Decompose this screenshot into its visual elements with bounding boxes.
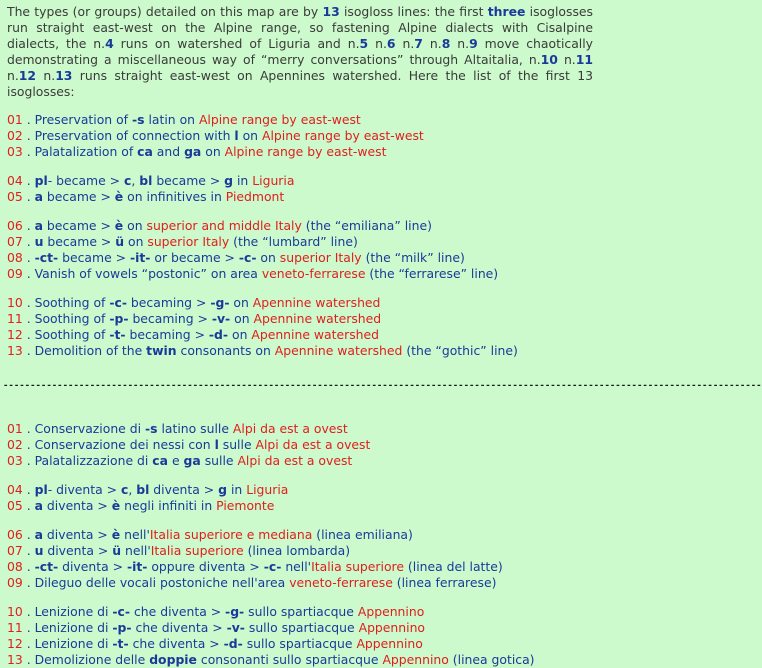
bold-term: -g- (210, 295, 230, 310)
region-text: veneto-ferrarese (289, 575, 393, 590)
text-segment: Preservation of connection with (34, 128, 235, 143)
item-number: 11 (7, 311, 23, 326)
text-segment: in (227, 482, 247, 497)
text-segment: nell' (121, 543, 151, 558)
bold-term: è (111, 498, 121, 513)
item-number: 06 (7, 218, 23, 233)
bold-term: -g- (225, 604, 245, 619)
item-dot: . (22, 343, 35, 358)
intro-paragraph (7, 4, 593, 100)
item-dot: . (22, 498, 35, 513)
text-segment: on infinitives in (123, 189, 226, 204)
bold-term: doppie (149, 652, 197, 667)
bold-term: -ct- (34, 559, 59, 574)
text-segment: Vanish of vowels “postonic” on area (34, 266, 262, 281)
text-segment: on (230, 311, 254, 326)
item-dot: . (22, 266, 35, 281)
bold-term: 12 (18, 68, 37, 83)
italian-list (7, 421, 593, 668)
text-segment: n. (36, 68, 56, 83)
item-number: 11 (7, 620, 23, 635)
item-number: 10 (7, 295, 23, 310)
region-text: Appennino (356, 636, 423, 651)
text-segment: Dileguo delle vocali postoniche nell'area (34, 575, 290, 590)
text-segment: n. (368, 36, 387, 51)
text-segment: (the “lumbard” line) (229, 234, 358, 249)
region-text: Apennine watershed (252, 295, 381, 310)
item-dot: . (22, 218, 35, 233)
text-segment: in (233, 173, 253, 188)
text-segment: - diventa > (47, 482, 121, 497)
bold-term: 10 (540, 52, 558, 67)
text-segment: Demolizione delle (34, 652, 150, 667)
bold-term: è (114, 189, 124, 204)
isogloss-item (7, 652, 593, 668)
bold-term: u (34, 543, 44, 558)
item-number: 06 (7, 527, 23, 542)
item-dot: . (22, 311, 35, 326)
region-text: Alpi da est a ovest (232, 421, 348, 436)
item-number: 05 (7, 189, 23, 204)
text-segment: became > (152, 173, 225, 188)
item-number: 07 (7, 234, 23, 249)
text-segment: becaming > (126, 295, 211, 310)
text-segment: (linea lombarda) (243, 543, 351, 558)
item-dot: . (22, 437, 35, 452)
region-text: Alpi da est a ovest (237, 453, 353, 468)
isogloss-group (7, 421, 593, 469)
item-dot: . (22, 527, 35, 542)
text-segment: on (124, 234, 148, 249)
text-segment: Palatalization of (34, 144, 138, 159)
text-segment: (linea ferrarese) (392, 575, 497, 590)
item-dot: . (22, 421, 35, 436)
item-dot: . (22, 144, 35, 159)
item-number: 09 (7, 266, 23, 281)
text-segment: becaming > (125, 327, 209, 342)
bold-term: a (34, 498, 43, 513)
region-text: Appennino (358, 620, 426, 635)
text-segment: n. (395, 36, 415, 51)
isogloss-item (7, 295, 593, 311)
isogloss-item (7, 421, 593, 437)
bold-term: 8 (441, 36, 451, 51)
region-text: superior Italy (279, 250, 362, 265)
text-segment: or became > (150, 250, 239, 265)
isogloss-group (7, 527, 593, 591)
item-dot: . (22, 128, 35, 143)
text-segment: diventa > (42, 498, 112, 513)
text-segment: isoglosses run straight east-west on the Alpine range, so fastening Alpine dialects with Cisalpine dialects, the n. (7, 4, 594, 51)
region-text: Italia superiore (311, 559, 404, 574)
bold-term: u (34, 234, 44, 249)
region-text: Alpine range by east-west (198, 112, 361, 127)
isogloss-item (7, 173, 593, 189)
region-text: Appennino (357, 604, 425, 619)
isogloss-item (7, 266, 593, 282)
region-text: Piemonte (216, 498, 275, 513)
text-segment: latino sulle (157, 421, 233, 436)
text-segment: (linea gotica) (448, 652, 535, 667)
isogloss-item (7, 575, 593, 591)
item-number: 08 (7, 250, 23, 265)
bold-term: 9 (469, 36, 478, 51)
item-number: 01 (7, 421, 23, 436)
text-segment: sulle (200, 453, 238, 468)
text-segment: sulle (218, 437, 256, 452)
text-segment: Conservazione dei nessi con (34, 437, 215, 452)
text-segment: sullo spartiacque (242, 636, 357, 651)
item-dot: . (22, 482, 35, 497)
separator-line: -------------------------------------------------------------------------------------------------------------------------------------------- (3, 381, 762, 391)
region-text: superior and middle Italy (146, 218, 302, 233)
isogloss-group (7, 173, 593, 205)
text-segment: sullo spartiacque (244, 604, 358, 619)
item-number: 13 (7, 343, 23, 358)
bold-term: -t- (112, 636, 129, 651)
text-segment: - became > (47, 173, 124, 188)
bold-term: -s (144, 421, 158, 436)
bold-term: ü (112, 543, 122, 558)
bold-term: bl (136, 482, 150, 497)
text-segment: (linea emiliana) (312, 527, 413, 542)
bold-term: 11 (575, 52, 593, 67)
text-segment: move chaotically demonstrating a miscellaneous way of “merry conversations” through Altaitalia, n. (7, 36, 594, 67)
text-segment: (the “gothic” line) (402, 343, 518, 358)
text-segment: became > (58, 250, 130, 265)
item-number: 02 (7, 128, 23, 143)
region-text: Alpine range by east-west (261, 128, 424, 143)
text-segment: on (123, 218, 147, 233)
isogloss-item (7, 218, 593, 234)
bold-term: -c- (109, 295, 127, 310)
isogloss-item (7, 543, 593, 559)
region-text: Liguria (252, 173, 295, 188)
text-segment: diventa > (58, 559, 127, 574)
bold-term: pl (34, 482, 48, 497)
isogloss-item (7, 343, 593, 359)
bold-term: g (224, 173, 234, 188)
isogloss-item (7, 620, 593, 636)
bold-term: 4 (105, 36, 114, 51)
isogloss-group (7, 218, 593, 282)
item-number: 03 (7, 453, 23, 468)
item-dot: . (22, 112, 35, 127)
text-segment: consonanti sullo spartiacque (196, 652, 383, 667)
region-text: Liguria (246, 482, 289, 497)
isogloss-item (7, 636, 593, 652)
item-dot: . (22, 559, 35, 574)
item-number: 02 (7, 437, 23, 452)
isogloss-item (7, 234, 593, 250)
region-text: veneto-ferrarese (261, 266, 366, 281)
isogloss-item (7, 189, 593, 205)
bold-term: l (214, 437, 219, 452)
bold-term: a (34, 218, 43, 233)
text-segment: n. (7, 68, 19, 83)
isogloss-item (7, 250, 593, 266)
text-segment: Palatalizzazione di (34, 453, 153, 468)
bold-term: g (218, 482, 227, 497)
isogloss-item (7, 527, 593, 543)
text-segment: isogloss lines: the first (339, 4, 488, 19)
bold-term: twin (146, 343, 177, 358)
text-segment: nell' (281, 559, 312, 574)
text-segment: Soothing of (34, 311, 110, 326)
text-segment: diventa > (43, 543, 113, 558)
region-text: Apennine watershed (251, 327, 379, 342)
bold-term: a (34, 527, 43, 542)
bold-term: -c- (238, 250, 257, 265)
item-dot: . (22, 620, 35, 635)
text-segment: latin on (144, 112, 199, 127)
bold-term: 13 (322, 4, 340, 19)
region-text: superior Italy (147, 234, 230, 249)
bold-term: è (114, 218, 124, 233)
bold-term: -p- (109, 311, 129, 326)
bold-term: bl (139, 173, 153, 188)
text-segment: (the “emiliana” line) (301, 218, 432, 233)
item-number: 12 (7, 327, 23, 342)
bold-term: -s (131, 112, 145, 127)
bold-term: ca (137, 144, 153, 159)
text-segment: Soothing of (34, 327, 110, 342)
bold-term: ga (184, 144, 202, 159)
item-dot: . (22, 173, 35, 188)
text-segment: , (128, 482, 137, 497)
text-segment: Conservazione di (34, 421, 145, 436)
isogloss-item (7, 112, 593, 128)
text-segment: e (168, 453, 184, 468)
bold-term: l (234, 128, 239, 143)
item-dot: . (22, 453, 35, 468)
text-segment: Demolition of the (34, 343, 147, 358)
text-segment: runs straight east-west on Apennines watershed. Here the list of the first 13 isoglosses: (7, 68, 593, 99)
bold-term: è (111, 527, 121, 542)
item-number: 12 (7, 636, 23, 651)
region-text: Alpi da est a ovest (255, 437, 371, 452)
bold-term: 7 (414, 36, 423, 51)
text-segment: che diventa > (130, 604, 226, 619)
region-text: Italia superiore e mediana (149, 527, 313, 542)
text-segment: (the “ferrarese” line) (365, 266, 499, 281)
text-segment: che diventa > (131, 620, 227, 635)
bold-term: ga (183, 453, 201, 468)
item-number: 03 (7, 144, 23, 159)
isogloss-item (7, 437, 593, 453)
isogloss-group (7, 295, 593, 359)
item-dot: . (22, 543, 35, 558)
text-segment: diventa > (149, 482, 219, 497)
region-text: Appennino (382, 652, 449, 667)
item-number: 09 (7, 575, 23, 590)
isogloss-item (7, 498, 593, 514)
text-segment: n. (450, 36, 470, 51)
region-text: Piedmont (225, 189, 285, 204)
bold-term: c (120, 482, 129, 497)
text-segment: on (238, 128, 262, 143)
isogloss-item (7, 604, 593, 620)
item-dot: . (22, 295, 35, 310)
text-segment: Lenizione di (34, 604, 113, 619)
bold-term: -c- (263, 559, 282, 574)
item-dot: . (22, 636, 35, 651)
bold-term: -v- (226, 620, 245, 635)
text-segment: sullo spartiacque (244, 620, 359, 635)
text-segment: on (228, 327, 252, 342)
bold-term: -d- (223, 636, 243, 651)
item-dot: . (22, 652, 35, 667)
item-dot: . (22, 234, 35, 249)
text-segment: runs on watershed of Liguria and n. (113, 36, 360, 51)
text-segment: n. (422, 36, 442, 51)
text-segment: n. (557, 52, 576, 67)
text-segment: , (131, 173, 140, 188)
bold-term: -it- (129, 250, 151, 265)
item-number: 01 (7, 112, 23, 127)
bold-term: 5 (359, 36, 369, 51)
english-list (7, 112, 593, 359)
text-segment: Preservation of (34, 112, 132, 127)
text-segment: Lenizione di (34, 636, 113, 651)
item-dot: . (22, 250, 35, 265)
text-segment: oppure diventa > (147, 559, 264, 574)
isogloss-item (7, 559, 593, 575)
text-segment: becaming > (128, 311, 212, 326)
region-text: Apennine watershed (274, 343, 403, 358)
bold-term: pl (34, 173, 48, 188)
bold-term: -d- (208, 327, 229, 342)
text-segment: che diventa > (128, 636, 224, 651)
bold-term: 6 (386, 36, 396, 51)
region-text: Alpine range by east-west (224, 144, 387, 159)
text-segment: (the “milk” line) (361, 250, 465, 265)
region-text: Apennine watershed (253, 311, 382, 326)
item-number: 07 (7, 543, 23, 558)
bold-term: three (487, 4, 526, 19)
item-number: 13 (7, 652, 23, 667)
bold-term: -c- (112, 604, 131, 619)
isogloss-item (7, 453, 593, 469)
text-segment: became > (42, 218, 115, 233)
text-segment: The types (or groups) detailed on this map are by (7, 4, 323, 19)
isogloss-item (7, 482, 593, 498)
isogloss-group (7, 482, 593, 514)
text-segment: Lenizione di (34, 620, 113, 635)
isogloss-group (7, 604, 593, 668)
bold-term: ü (115, 234, 125, 249)
isogloss-item (7, 327, 593, 343)
text-segment: consonants on (176, 343, 275, 358)
bold-term: -t- (109, 327, 126, 342)
bold-term: -it- (126, 559, 148, 574)
item-number: 05 (7, 498, 23, 513)
item-dot: . (22, 575, 35, 590)
bold-term: ca (152, 453, 168, 468)
item-number: 04 (7, 482, 23, 497)
isogloss-item (7, 128, 593, 144)
item-number: 10 (7, 604, 23, 619)
text-segment: nell' (120, 527, 150, 542)
bold-term: -v- (211, 311, 231, 326)
text-segment: became > (43, 234, 116, 249)
item-dot: . (22, 327, 35, 342)
isogloss-item (7, 311, 593, 327)
bold-term: -p- (112, 620, 132, 635)
bold-term: -ct- (34, 250, 59, 265)
item-number: 08 (7, 559, 23, 574)
text-segment: diventa > (42, 527, 112, 542)
text-segment: on (229, 295, 253, 310)
item-dot: . (22, 604, 35, 619)
isogloss-item (7, 144, 593, 160)
isogloss-group (7, 112, 593, 160)
bold-term: 13 (55, 68, 73, 83)
text-segment: on (201, 144, 225, 159)
text-segment: negli infiniti in (120, 498, 217, 513)
text-segment: on (256, 250, 280, 265)
region-text: Italia superiore (150, 543, 244, 558)
item-number: 04 (7, 173, 23, 188)
bold-term: c (124, 173, 132, 188)
text-segment: (linea del latte) (403, 559, 503, 574)
text-segment: and (152, 144, 185, 159)
text-segment: became > (42, 189, 115, 204)
text-segment: Soothing of (34, 295, 110, 310)
item-dot: . (22, 189, 35, 204)
bold-term: a (34, 189, 43, 204)
